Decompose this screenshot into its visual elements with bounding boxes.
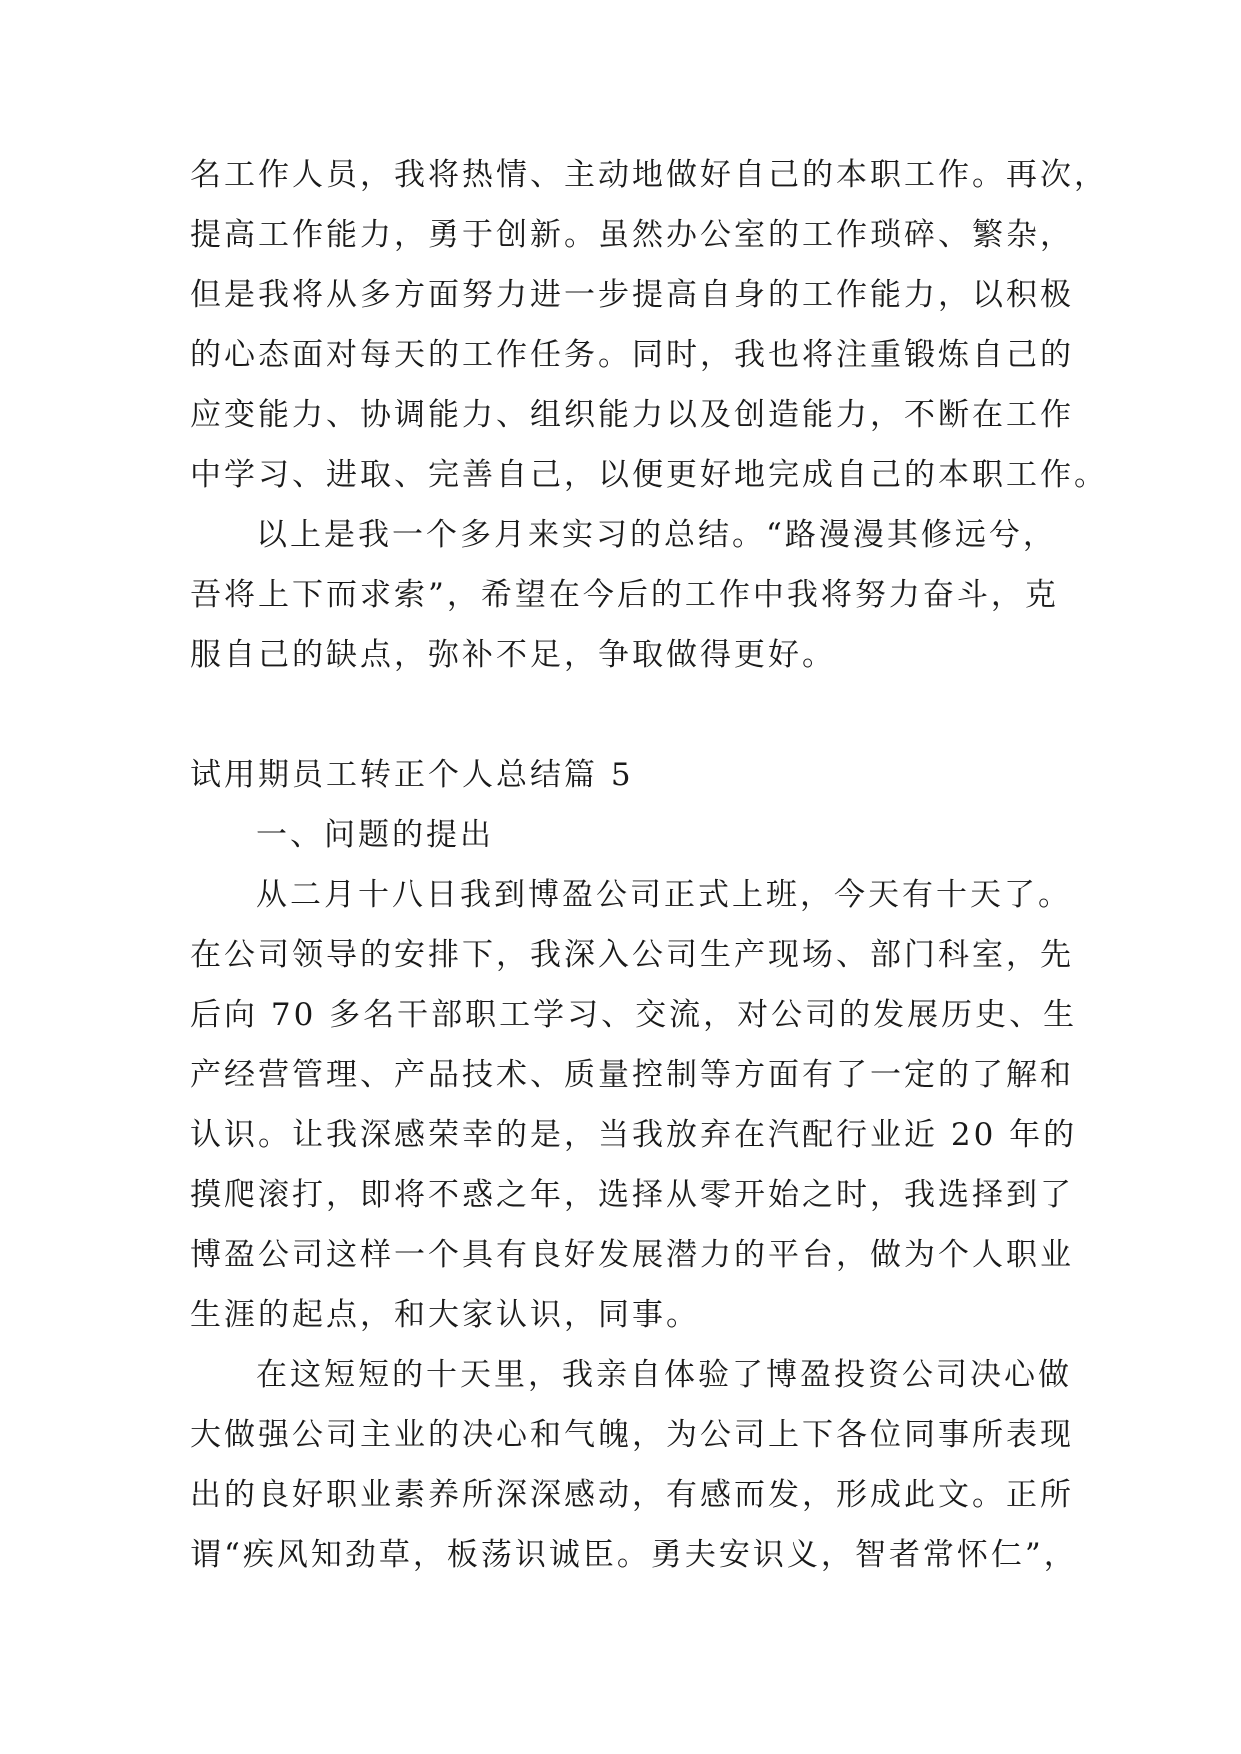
text-line: 但是我将从多方面努力进一步提高自身的工作能力，以积极 xyxy=(190,277,1074,313)
paragraph-continuation xyxy=(190,145,1108,505)
text-line: 的心态面对每天的工作任务。同时，我也将注重锻炼自己的 xyxy=(190,337,1074,373)
text-line: 提高工作能力，勇于创新。虽然办公室的工作琐碎、繁杂， xyxy=(190,217,1074,253)
text-line: 应变能力、协调能力、组织能力以及创造能力，不断在工作 xyxy=(190,397,1074,433)
text-line: 吾将上下而求索”，希望在今后的工作中我将努力奋斗，克 xyxy=(190,577,1059,613)
text-line: 名工作人员，我将热情、主动地做好自己的本职工作。再次， xyxy=(190,157,1108,193)
text-line: 谓“疾风知劲草，板荡识诚臣。勇夫安识义，智者常怀仁”， xyxy=(190,1537,1078,1573)
text-line: 服自己的缺点，弥补不足，争取做得更好。 xyxy=(190,637,836,673)
text-line: 在这短短的十天里，我亲自体验了博盈投资公司决心做 xyxy=(256,1357,1072,1393)
spacer xyxy=(190,685,1070,745)
text-line: 从二月十八日我到博盈公司正式上班，今天有十天了。 xyxy=(256,877,1072,913)
paragraph-introduction xyxy=(190,865,1078,1345)
text-line: 摸爬滚打，即将不惑之年，选择从零开始之时，我选择到了 xyxy=(190,1177,1074,1213)
text-line: 博盈公司这样一个具有良好发展潜力的平台，做为个人职业 xyxy=(190,1237,1074,1273)
text-line: 出的良好职业素养所深深感动，有感而发，形成此文。正所 xyxy=(190,1477,1074,1513)
subheading: 一、问题的提出 xyxy=(256,817,494,853)
section-title: 试用期员工转正个人总结篇 5 xyxy=(190,757,634,793)
paragraph-summary xyxy=(190,505,1070,685)
text-line: 后向 70 多名干部职工学习、交流，对公司的发展历史、生 xyxy=(190,997,1078,1033)
text-line: 认识。让我深感荣幸的是，当我放弃在汽配行业近 20 年的 xyxy=(190,1117,1078,1153)
text-line: 大做强公司主业的决心和气魄，为公司上下各位同事所表现 xyxy=(190,1417,1074,1453)
text-line: 以上是我一个多月来实习的总结。“路漫漫其修远兮， xyxy=(256,517,1057,553)
paragraph-experience xyxy=(190,1345,1078,1585)
text-line: 产经营管理、产品技术、质量控制等方面有了一定的了解和 xyxy=(190,1057,1074,1093)
text-line: 在公司领导的安排下，我深入公司生产现场、部门科室，先 xyxy=(190,937,1074,973)
document-page xyxy=(190,145,1108,1585)
text-line: 生涯的起点，和大家认识，同事。 xyxy=(190,1297,700,1333)
text-line: 中学习、进取、完善自己，以便更好地完成自己的本职工作。 xyxy=(190,457,1108,493)
